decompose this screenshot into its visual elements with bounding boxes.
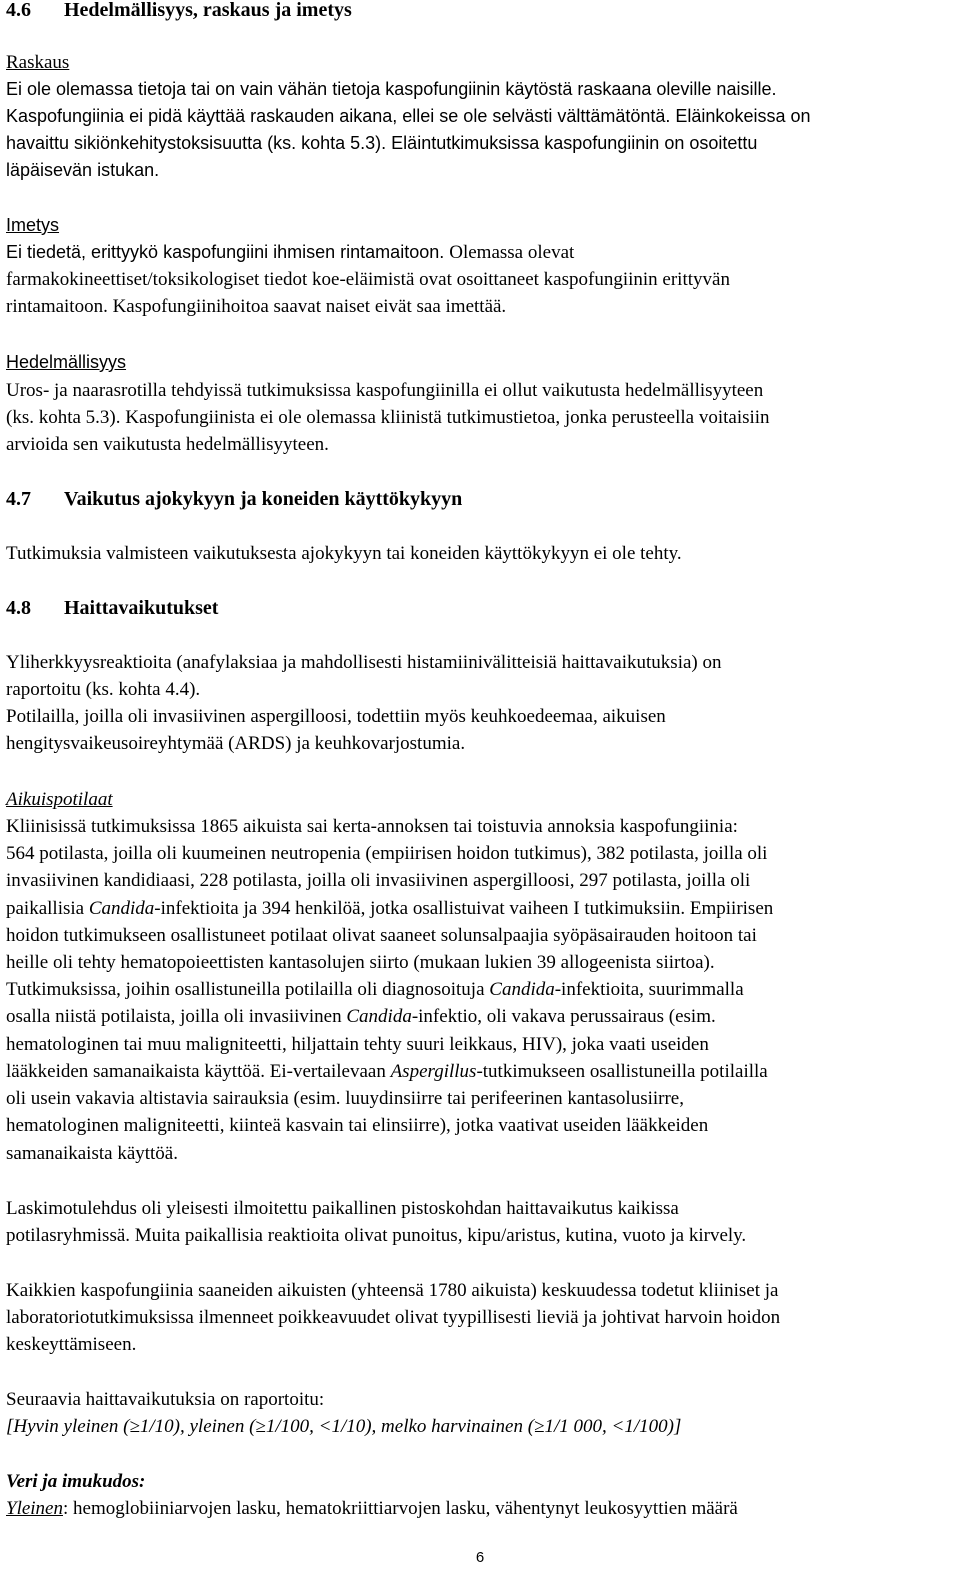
paragraph-line: Yliherkkyysreaktioita (anafylaksiaa ja mahdollisesti histamiinivälitteisiä haittavaikutuksia) on (6, 652, 722, 673)
paragraph-line: Ei ole olemassa tietoja tai on vain vähän tietoja kaspofungiinin käytöstä raskaana oleville naisille. (6, 79, 777, 99)
paragraph-line: oli usein vakavia altistavia sairauksia (esim. luuydinsiirre tai perifeerinen kantasolusiirre, (6, 1088, 684, 1109)
paragraph-line: laboratoriotutkimuksissa ilmenneet poikkeavuudet olivat tyypillisesti lieviä ja johtivat harvoin hoidon (6, 1307, 781, 1328)
paragraph-line: Uros- ja naarasrotilla tehdyissä tutkimuksissa kaspofungiinilla ei ollut vaikutusta hedelmällisyyteen (6, 380, 764, 401)
subheading-aikuispotilaat: Aikuispotilaat (6, 789, 113, 810)
section-heading-4-7: 4.7 Vaikutus ajokykyyn ja koneiden käyttökykyyn (6, 488, 463, 510)
paragraph-line: havaittu sikiönkehitystoksisuutta (ks. kohta 5.3). Eläintutkimuksissa kaspofungiinin on osoitettu (6, 133, 758, 153)
paragraph-line: Tutkimuksissa, joihin osallistuneilla potilailla oli diagnosoituja Candida-infektioita, suurimmalla (6, 979, 744, 1000)
paragraph-line: Kaspofungiinia ei pidä käyttää raskauden aikana, ellei se ole selvästi välttämätöntä. Eläinkokeissa on (6, 106, 811, 126)
paragraph-line: raportoitu (ks. kohta 4.4). (6, 679, 201, 700)
paragraph-line: rintamaitoon. Kaspofungiinihoitoa saavat naiset eivät saa imettää. (6, 296, 507, 317)
subheading-imetys: Imetys (6, 215, 60, 235)
paragraph-line: 564 potilasta, joilla oli kuumeinen neutropenia (empiirisen hoidon tutkimus), 382 potilasta, joilla oli (6, 843, 768, 864)
paragraph-line: hematologinen tai muu maligniteetti, hiljattain tehty suuri leikkaus, HIV), joka vaati useiden (6, 1034, 709, 1055)
paragraph-line: Kliinisissä tutkimuksissa 1865 aikuista sai kerta-annoksen tai toistuvia annoksia kaspofungiinia: (6, 816, 738, 837)
paragraph-line: arvioida sen vaikutusta hedelmällisyyteen. (6, 434, 329, 455)
paragraph-line: hematologinen maligniteetti, kiinteä kasvain tai elinsiirre), jotka vaativat useiden lääkkeiden (6, 1115, 709, 1136)
paragraph-line: potilasryhmissä. Muita paikallisia reaktioita olivat punoitus, kipu/aristus, kutina, vuoto ja kirvely. (6, 1225, 747, 1246)
frequency-legend: [Hyvin yleinen (≥1/10), yleinen (≥1/100, <1/10), melko harvinainen (≥1/1 000, <1/100)] (6, 1416, 682, 1437)
subheading-veri-ja-imukudos: Veri ja imukudos: (6, 1471, 146, 1492)
section-heading-4-8: 4.8 Haittavaikutukset (6, 597, 219, 619)
paragraph-line: samanaikaista käyttöä. (6, 1143, 178, 1164)
paragraph-line: farmakokineettiset/toksikologiset tiedot koe-eläimistä ovat osoittaneet kaspofungiinin erittyvän (6, 269, 730, 290)
paragraph-line: Seuraavia haittavaikutuksia on raportoitu: (6, 1389, 325, 1410)
paragraph-line: Laskimotulehdus oli yleisesti ilmoitettu paikallinen pistoskohdan haittavaikutus kaikissa (6, 1198, 679, 1219)
paragraph-line: (ks. kohta 5.3). Kaspofungiinista ei ole olemassa kliinistä tutkimustietoa, jonka perusteella voitaisiin (6, 407, 770, 428)
subheading-hedelmallisyys: Hedelmällisyys (6, 352, 127, 372)
paragraph-line: invasiivinen kandidiaasi, 228 potilasta, joilla oli invasiivinen aspergilloosi, 297 potilasta, joilla oli (6, 870, 751, 891)
paragraph-line: Tutkimuksia valmisteen vaikutuksesta ajokykyyn tai koneiden käyttökykyyn ei ole tehty. (6, 543, 682, 564)
paragraph-line: hoidon tutkimukseen osallistuneet potilaat olivat saaneet solunsalpaajia syöpäsairauden hoitoon tai (6, 925, 757, 946)
paragraph-line: Kaikkien kaspofungiinia saaneiden aikuisten (yhteensä 1780 aikuista) keskuudessa todetut kliiniset ja (6, 1280, 779, 1301)
subheading-raskaus: Raskaus (6, 52, 70, 73)
paragraph-line: Yleinen: hemoglobiiniarvojen lasku, hematokriittiarvojen lasku, vähentynyt leukosyyttien määrä (6, 1498, 738, 1519)
paragraph-line: hengitysvaikeusoireyhtymää (ARDS) ja keuhkovarjostumia. (6, 733, 466, 754)
paragraph-line: osalla niistä potilaista, joilla oli invasiivinen Candida-infektio, oli vakava perussairaus (esim. (6, 1006, 716, 1027)
paragraph-line: läpäisevän istukan. (6, 160, 160, 180)
paragraph-line: paikallisia Candida-infektioita ja 394 henkilöä, jotka osallistuivat vaiheen I tutkimuksiin. Empiirisen (6, 898, 774, 919)
section-heading-4-6: 4.6 Hedelmällisyys, raskaus ja imetys (6, 0, 352, 21)
paragraph-line: Ei tiedetä, erittyykö kaspofungiini ihmisen rintamaitoon. Olemassa olevat (6, 242, 575, 263)
paragraph-line: Potilailla, joilla oli invasiivinen aspergilloosi, todettiin myös keuhkoedeemaa, aikuisen (6, 706, 666, 727)
paragraph-line: lääkkeiden samanaikaista käyttöä. Ei-vertailevaan Aspergillus-tutkimukseen osallistuneilla potilailla (6, 1061, 768, 1082)
page-number: 6 (475, 1549, 485, 1566)
paragraph-line: keskeyttämiseen. (6, 1334, 137, 1355)
paragraph-line: heille oli tehty hematopoieettisten kantasolujen siirto (mukaan lukien 39 allogeenista siirtoa). (6, 952, 715, 973)
